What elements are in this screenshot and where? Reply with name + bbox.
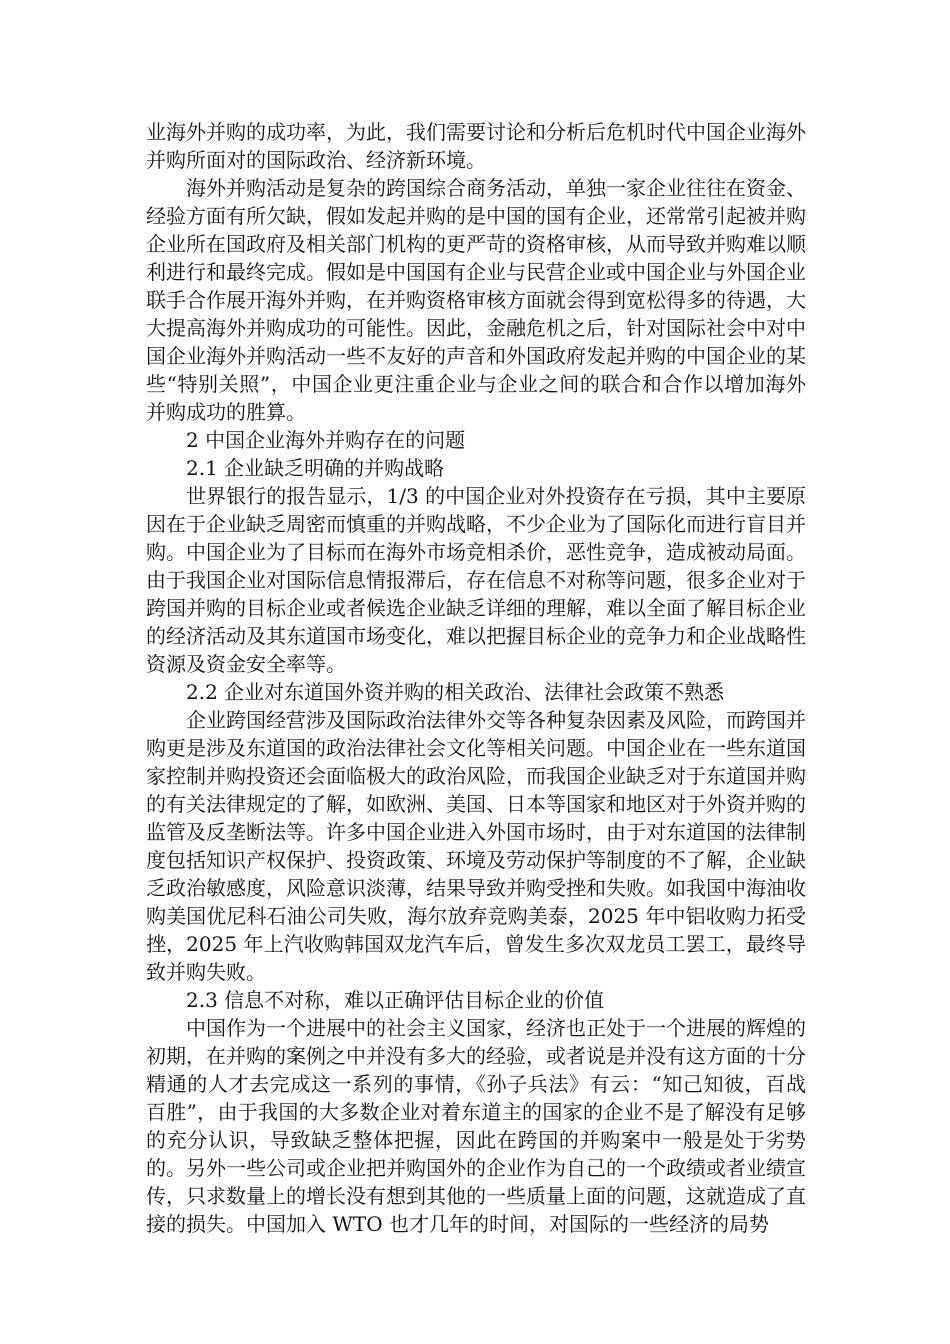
- subsection-heading-2-1: 2.1 企业缺乏明确的并购战略: [186, 456, 445, 480]
- section-heading-2: 2 中国企业海外并购存在的问题: [186, 428, 466, 452]
- subsection-heading-2-3: 2.3 信息不对称，难以正确评估目标企业的价值: [186, 988, 605, 1012]
- paragraph-joint-acquisition: 海外并购活动是复杂的跨国综合商务活动，单独一家企业往往在资金、经验方面有所欠缺，假如发起并购的是中国的国有企业，还常常引起被并购企业所在国政府及相关部门机构的更严苛的资格审核，从而导致并购难以顺利进行和最终完成。假如是中国国有企业与民营企业或中国企业与外国企业联手合作展开海外并购，在并购资格审核方面就会得到宽松得多的待遇，大大提高海外并购成功的可能性。因此，金融危机之后，针对国际社会中对中国企业海外并购活动一些不友好的声音和外国政府发起并购的中国企业的某些“特别关照”，中国企业更注重企业与企业之间的联合和合作以增加海外并购成功的胜算。: [146, 176, 806, 424]
- paragraph-information: 中国作为一个进展中的社会主义国家，经济也正处于一个进展的辉煌的初期，在并购的案例之中并没有多大的经验，或者说是并没有这方面的十分精通的人才去完成这一系列的事情，《孙子兵法》有云：“知己知彼，百战百胜”，由于我国的大多数企业对着东道主的国家的企业不是了解没有足够的充分认识，导致缺乏整体把握，因此在跨国的并购案中一般是处于劣势的。另外一些公司或企业把并购国外的企业作为自己的一个政绩或者业绩宣传，只求数量上的增长没有想到其他的一些质量上面的问题，这就造成了直接的损失。中国加入 WTO 也才几年的时间，对国际的一些经济的局势: [146, 1016, 806, 1236]
- paragraph-intro-continued: 业海外并购的成功率，为此，我们需要讨论和分析后危机时代中国企业海外并购所面对的国际政治、经济新环境。: [146, 120, 806, 172]
- subsection-heading-2-2: 2.2 企业对东道国外资并购的相关政治、法律社会政策不熟悉: [186, 680, 725, 704]
- document-page: [146, 118, 806, 1238]
- paragraph-policy: 企业跨国经营涉及国际政治法律外交等各种复杂因素及风险，而跨国并购更是涉及东道国的政治法律社会文化等相关问题。中国企业在一些东道国家控制并购投资还会面临极大的政治风险，而我国企业缺乏对于东道国并购的有关法律规定的了解，如欧洲、美国、日本等国家和地区对于外资并购的监管及反垄断法等。许多中国企业进入外国市场时，由于对东道国的法律制度包括知识产权保护、投资政策、环境及劳动保护等制度的不了解，企业缺乏政治敏感度，风险意识淡薄，结果导致并购受挫和失败。如我国中海油收购美国优尼科石油公司失败，海尔放弃竞购美泰，2025 年中铝收购力拓受挫，2025 年上汽收购韩国双龙汽车后，曾发生多次双龙员工罢工，最终导致并购失败。: [146, 708, 806, 984]
- paragraph-strategy: 世界银行的报告显示，1/3 的中国企业对外投资存在亏损，其中主要原因在于企业缺乏周密而慎重的并购战略，不少企业为了国际化而进行盲目并购。中国企业为了目标而在海外市场竞相杀价，恶性竞争，造成被动局面。由于我国企业对国际信息情报滞后，存在信息不对称等问题，很多企业对于跨国并购的目标企业或者候选企业缺乏详细的理解，难以全面了解目标企业的经济活动及其东道国市场变化，难以把握目标企业的竞争力和企业战略性资源及资金安全率等。: [146, 484, 806, 676]
